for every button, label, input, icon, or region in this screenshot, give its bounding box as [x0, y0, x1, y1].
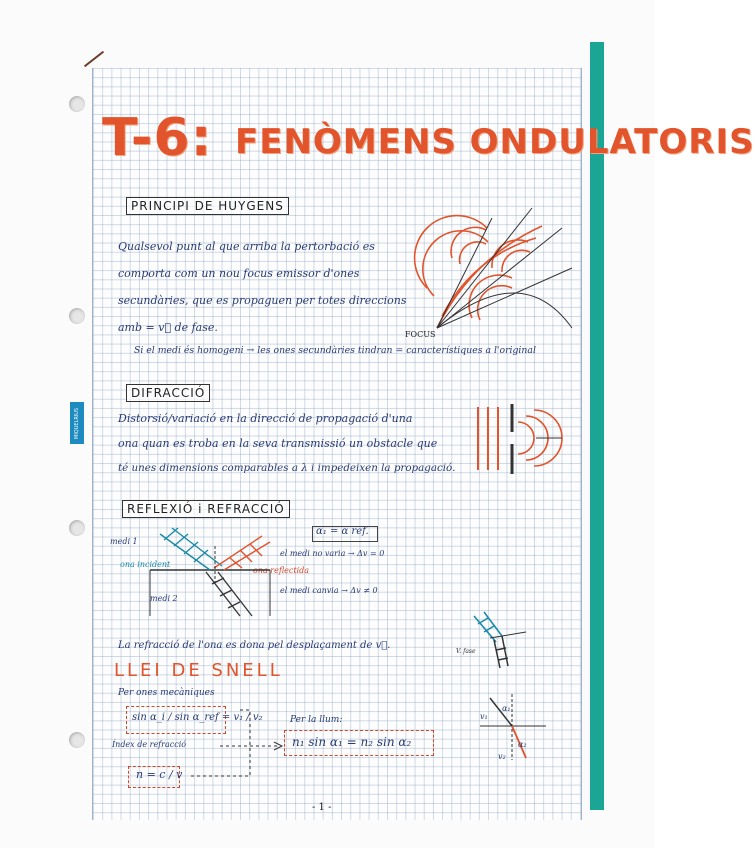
page-title: FENÒMENS ONDULATORIS [235, 122, 755, 162]
same-medium-note: el medi no varia → Δv = 0 [280, 549, 385, 558]
snell-arrows [180, 708, 290, 788]
binder-hole [69, 308, 85, 324]
header-strip [92, 42, 580, 69]
reflection-diagram [140, 526, 280, 622]
huygens-line: secundàries, que es propaguen per totes direccions [118, 294, 407, 307]
ona-reflectida-label: ona reflectida [253, 566, 310, 575]
huygens-heading: PRINCIPI DE HUYGENS [126, 197, 289, 215]
title-prefix: T-6: [102, 108, 213, 168]
mechanical-label: Per ones mecàniques [118, 688, 215, 698]
index-label: Índex de refracció [112, 740, 187, 749]
binder-hole [69, 732, 85, 748]
refraction-note: La refracció de l'ona es dona pel desplaçament de v⃗. [118, 640, 391, 651]
difraccio-line: ona quan es troba en la seva transmissió un obstacle que [118, 437, 438, 450]
refraction-wave-diagram [470, 610, 530, 672]
v1-label: v₁ [480, 712, 488, 721]
snell-light-formula: n₁ sin α₁ = n₂ sin α₂ [292, 735, 412, 749]
reflexio-heading: REFLEXIÓ i REFRACCIÓ [122, 500, 290, 518]
snell-mechanical-formula: sin α_i / sin α_ref = v₁ / v₂ [132, 712, 263, 723]
changed-medium-note: el medi canvia → Δv ≠ 0 [280, 586, 378, 595]
difraccio-line: té unes dimensions comparables a λ i impedeixen la propagació. [118, 462, 456, 474]
huygens-line: amb = v⃗ de fase. [118, 321, 218, 334]
binder-hole [69, 520, 85, 536]
page-number: - 1 - [312, 802, 332, 813]
snell-angle-diagram [476, 690, 548, 762]
medi-1-label: medi 1 [110, 537, 138, 546]
light-label: Per la llum: [290, 715, 343, 725]
v-fase-label: V. fase [456, 648, 476, 655]
binder-hole [69, 96, 85, 112]
reflection-law: α₁ = α ref. [316, 526, 369, 537]
huygens-line: Qualsevol punt al que arriba la pertorbació es [118, 240, 375, 253]
brand-label: MIQUELRIUS [70, 402, 84, 444]
diffraction-diagram [470, 402, 570, 477]
huygens-note: Si el medi és homogeni → les ones secundàries tindran = característiques a l'original [134, 345, 536, 356]
alpha1-label: α₁ [502, 704, 511, 713]
ona-incident-label: ona incident [120, 560, 171, 569]
difraccio-line: Distorsió/variació en la direcció de propagació d'una [118, 412, 413, 425]
huygens-diagram [412, 198, 582, 348]
difraccio-heading: DIFRACCIÓ [126, 384, 210, 402]
medi-2-label: medi 2 [150, 594, 178, 603]
focus-label: FOCUS [405, 330, 436, 339]
huygens-line: comporta com un nou focus emissor d'ones [118, 267, 360, 280]
v2-label: v₂ [498, 752, 506, 761]
alpha2-label: α₂ [518, 740, 527, 749]
index-formula: n = c / v [136, 768, 183, 781]
snell-heading: LLEI DE SNELL [114, 660, 283, 681]
